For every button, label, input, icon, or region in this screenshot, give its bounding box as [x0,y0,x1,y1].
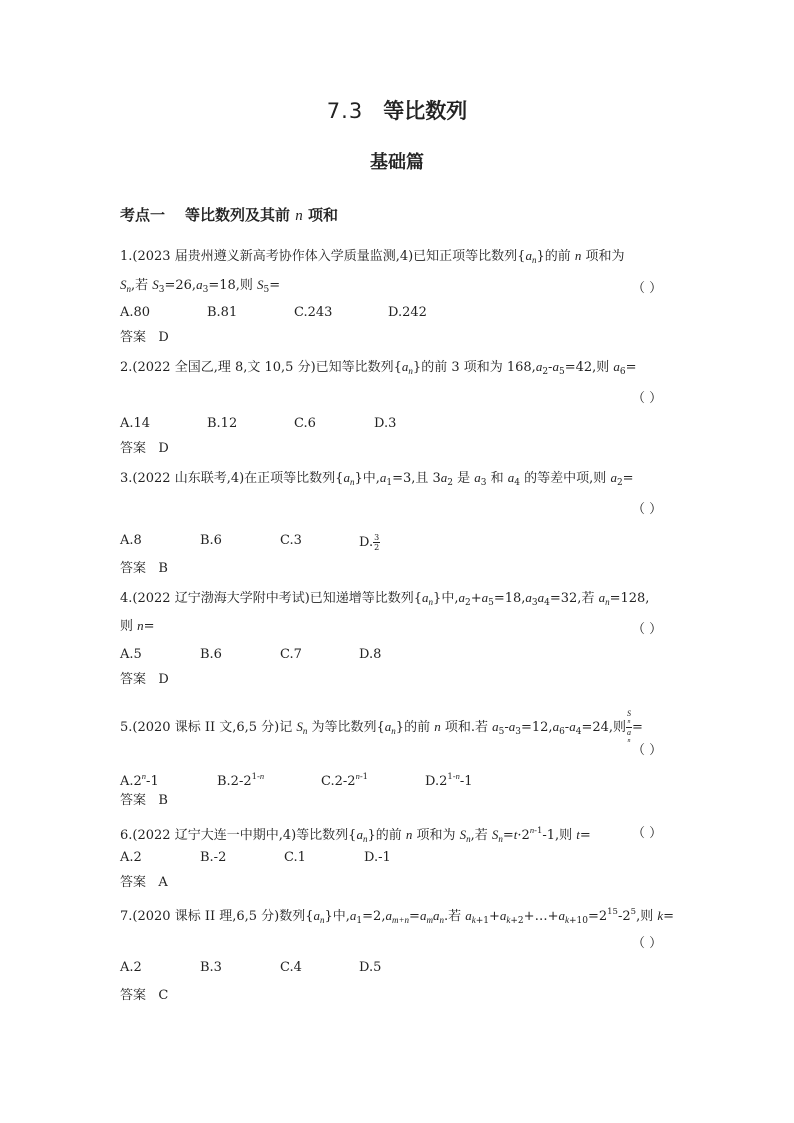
kaodian-title: 等比数列及其前 [185,206,291,224]
question-3-answer: 答案 B [120,561,168,576]
question-7-stem: 7.(2020 课标 II 理,6,5 分)数列$\{a_n\}$中$,a_1=2,a_{m+n}=a_ma_n$.若 $a_{k+1}+a_{k+2}+\dots+a_{k+10}=2^{15}-2^5$,则 k= [120,907,675,926]
question-7-answer-blank: （ ） [632,936,663,951]
question-1-option-c: C.243 [294,305,333,320]
kaodian-heading [120,204,338,225]
question-7-option-d: D.5 [359,960,382,975]
question-3-answer-blank: （ ） [632,502,663,517]
question-2-option-b: B.12 [207,416,238,431]
question-4-answer: 答案 D [120,672,169,687]
question-5-answer: 答案 B [120,793,168,808]
question-3-option-c: C.3 [280,533,302,548]
question-2-option-a: A.14 [120,416,151,431]
question-1-option-a: A.80 [120,305,151,320]
question-5-stem: 5.(2020 课标 II 文,6,5 分)记 $S_n$ 为等比数列$\{a_n\}$的前 n 项和.若 $a_5-a_3=12,a_6-a_4=24$,则 S n a n = [120,709,643,744]
question-4-option-b: B.6 [200,647,222,662]
question-3-stem: 3.(2022 山东联考,4)在正项等比数列$\{a_n\}$中$,a_1=3$,且 $3a_2$ 是 $a_3$ 和 $a_4$ 的等差中项,则 $a_2=$ [120,470,634,488]
question-1-option-b: B.81 [207,305,238,320]
chapter-title [0,98,794,124]
question-2-answer-blank: （ ） [632,391,663,406]
question-6-stem: 6.(2022 辽宁大连一中期中,4)等比数列$\{a_n\}$的前 n 项和为 $S_n$,若 $S_n=t\cdot 2^{n-1}-1$,则 t= [120,825,591,844]
question-1-option-d: D.242 [388,305,427,320]
question-3-option-a: A.8 [120,533,142,548]
question-4-stem: 4.(2022 辽宁渤海大学附中考试)已知递增等比数列$\{a_n\}$中$,a_2+a_5=18,a_3a_4=32$,若 $a_n=128$, [120,590,650,608]
question-2-stem: 2.(2022 全国乙,理 8,文 10,5 分)已知等比数列$\{a_n\}$的前 3 项和为 $168,a_2-a_5=42$,则 $a_6=$ [120,359,637,377]
question-2-option-c: C.6 [294,416,316,431]
chapter-name: 等比数列 [383,99,468,123]
question-5-option-a: A.2$^n$-1 [120,771,159,789]
question-1-stem-line2: $S_n$,若 $S_3=26,a_3=18$,则 $S_5=$ [120,277,281,295]
question-7-answer: 答案 C [120,988,169,1003]
question-7-option-a: A.2 [120,960,142,975]
kaodian-tail: 项和 [308,206,339,224]
question-4-option-a: A.5 [120,647,142,662]
question-3-option-d: D. $\frac{3}{2}$ [359,533,380,552]
question-6-option-a: A.2 [120,850,142,865]
question-1-stem: 1.(2023 届贵州遵义新高考协作体入学质量监测,4)已知正项等比数列$\{a_n\}$的前 n 项和为 [120,248,625,265]
question-6-option-b: B.-2 [200,850,227,865]
question-6-answer: 答案 A [120,875,168,890]
question-1-answer-blank: （ ） [632,281,663,296]
question-7-option-c: C.4 [280,960,302,975]
section-title: 基础篇 [370,152,424,173]
kaodian-label: 考点一 [120,206,166,224]
question-5-option-b: B.2-2$^{1-n}$ [217,771,265,789]
question-4-answer-blank: （ ） [632,622,663,637]
question-5-option-d: D.2$^{1-n}$-1 [425,771,473,789]
question-2-option-d: D.3 [374,416,397,431]
question-5-option-c: C.2-2$^{n-1}$ [321,771,369,789]
question-2-answer: 答案 D [120,441,169,456]
question-7-option-b: B.3 [200,960,222,975]
question-5-answer-blank: （ ） [632,743,663,758]
kaodian-var: n [295,208,303,224]
chapter-number: 7.3 [326,99,364,123]
question-3-option-b: B.6 [200,533,222,548]
question-6-option-c: C.1 [284,850,306,865]
question-4-stem-line2: 则 n= [120,618,155,634]
question-4-option-c: C.7 [280,647,302,662]
question-1-answer: 答案 D [120,330,169,345]
question-6-option-d: D.-1 [364,850,391,865]
question-4-option-d: D.8 [359,647,382,662]
question-6-answer-blank: （ ） [632,826,663,841]
